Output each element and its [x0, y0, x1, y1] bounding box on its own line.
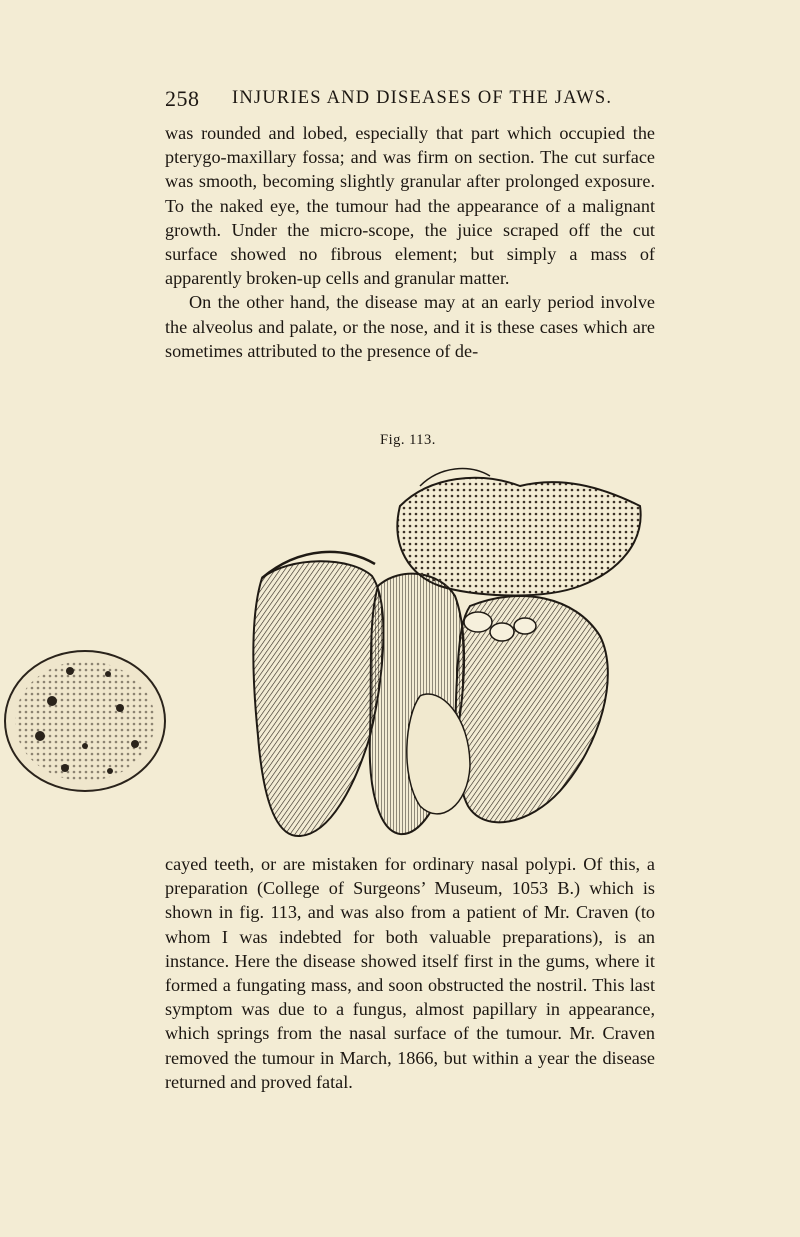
- section-inset: [5, 651, 165, 791]
- text-block-top: [165, 121, 655, 363]
- figure-113: [0, 446, 800, 841]
- specimen: [253, 469, 640, 836]
- running-head: [165, 86, 675, 116]
- paragraph-3: cayed teeth, or are mistaken for ordinary nasal polypi. Of this, a preparation (College of Surgeons’ Museum, 1053 B.) which is shown in fig. 113, and was also from a patient of Mr. Craven (to whom I was indebted for both valuable preparations), is an instance. Here the disease showed itself first in the gums, where it formed a fungating mass, and soon obstructed the nostril. This last symptom was due to a fungus, almost papillary in appearance, which springs from the nasal surface of the tumour. Mr. Craven removed the tumour in March, 1866, but within a year the disease returned and proved fatal.: [165, 854, 655, 1092]
- paragraph-2: On the other hand, the disease may at an early period involve the alveolus and palate, or the nose, and it is these cases which are sometimes attributed to the presence of de-: [165, 292, 655, 361]
- paragraph-1: was rounded and lobed, especially that part which occupied the pterygo-maxillary fossa; and was firm on section. The cut surface was smooth, becoming slightly granular after prolonged exposure. To the naked eye, the tumour had the appearance of a malignant growth. Under the micro-scope, the juice scraped off the cut surface showed no fibrous element; but simply a mass of apparently broken-up cells and granular matter.: [165, 123, 655, 289]
- figure-caption: Fig. 113.: [380, 432, 436, 448]
- text-block-bottom: [165, 852, 655, 1094]
- page-number: 258: [165, 86, 200, 111]
- jaw-tumour-engraving: [0, 446, 800, 841]
- running-title: INJURIES AND DISEASES OF THE JAWS.: [232, 88, 613, 108]
